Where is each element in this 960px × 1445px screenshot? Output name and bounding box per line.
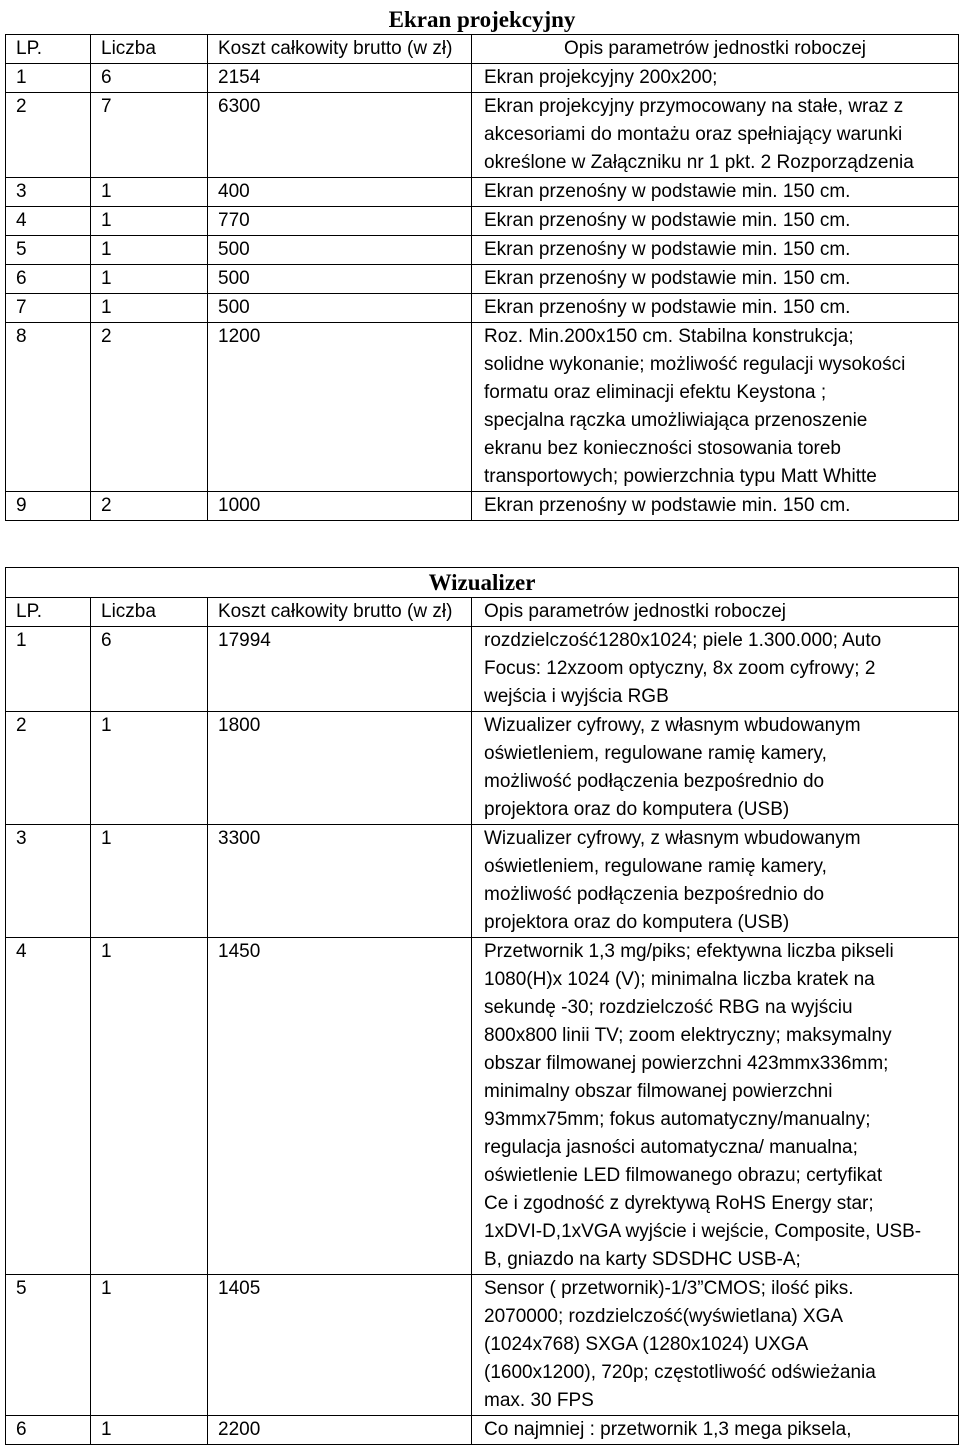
opis-line: specjalna rączka umożliwiająca przenoszenie <box>484 410 868 431</box>
ekran-table <box>5 5 959 521</box>
koszt-cell: 400 <box>208 178 472 207</box>
lp-header: LP. <box>6 598 91 627</box>
opis-header: Opis parametrów jednostki roboczej <box>472 35 959 64</box>
opis-line: projektora oraz do komputera (USB) <box>484 799 790 820</box>
opis-line: możliwość podłączenia bezpośrednio do <box>484 884 825 905</box>
koszt-cell: 2200 <box>208 1416 472 1445</box>
opis-line: max. 30 FPS <box>484 1390 594 1411</box>
table-row <box>6 712 959 825</box>
wizualizer-section <box>5 567 958 1445</box>
opis-line: możliwość podłączenia bezpośrednio do <box>484 771 825 792</box>
lp-cell: 2 <box>6 93 91 178</box>
liczba-cell: 2 <box>91 492 208 521</box>
opis-cell <box>472 178 959 207</box>
opis-line: 2070000; rozdzielczość(wyświetlana) XGA <box>484 1306 844 1327</box>
table-row <box>6 627 959 712</box>
table-row <box>6 825 959 938</box>
koszt-cell: 500 <box>208 294 472 323</box>
opis-cell <box>472 712 959 825</box>
opis-line: Ekran przenośny w podstawie min. 150 cm. <box>484 268 851 289</box>
lp-cell: 5 <box>6 236 91 265</box>
table-row <box>6 207 959 236</box>
lp-cell: 8 <box>6 323 91 492</box>
opis-cell <box>472 825 959 938</box>
opis-line: ekranu bez konieczności stosowania toreb <box>484 438 841 459</box>
opis-line: Ekran projekcyjny przymocowany na stałe, wraz z <box>484 96 904 117</box>
ekran-section <box>5 5 958 521</box>
lp-cell: 4 <box>6 938 91 1275</box>
koszt-cell: 500 <box>208 265 472 294</box>
opis-line: 1xDVI-D,1xVGA wyjście i wejście, Composite, USB- <box>484 1221 922 1242</box>
opis-line: Ekran przenośny w podstawie min. 150 cm. <box>484 210 851 231</box>
lp-cell: 9 <box>6 492 91 521</box>
lp-cell: 3 <box>6 178 91 207</box>
opis-cell <box>472 492 959 521</box>
opis-line: B, gniazdo na karty SDSDHC USB-A; <box>484 1249 801 1270</box>
liczba-cell: 7 <box>91 93 208 178</box>
opis-line: Roz. Min.200x150 cm. Stabilna konstrukcja; <box>484 326 854 347</box>
opis-cell <box>472 1416 959 1445</box>
opis-line: solidne wykonanie; możliwość regulacji wysokości <box>484 354 906 375</box>
opis-cell <box>472 93 959 178</box>
koszt-cell: 1405 <box>208 1275 472 1416</box>
opis-line: Ce i zgodność z dyrektywą RoHS Energy star; <box>484 1193 874 1214</box>
opis-line: 800x800 linii TV; zoom elektryczny; maksymalny <box>484 1025 892 1046</box>
opis-line: 93mmx75mm; fokus automatyczny/manualny; <box>484 1109 871 1130</box>
opis-line: Wizualizer cyfrowy, z własnym wbudowanym <box>484 828 861 849</box>
wizualizer-body <box>6 598 959 1445</box>
opis-line: regulacja jasności automatyczna/ manualna; <box>484 1137 858 1158</box>
koszt-cell: 17994 <box>208 627 472 712</box>
opis-line: Wizualizer cyfrowy, z własnym wbudowanym <box>484 715 861 736</box>
liczba-cell: 1 <box>91 236 208 265</box>
ekran-title: Ekran projekcyjny <box>388 7 576 32</box>
opis-line: akcesoriami do montażu oraz spełniający warunki <box>484 124 903 145</box>
lp-cell: 6 <box>6 265 91 294</box>
liczba-cell: 1 <box>91 1416 208 1445</box>
opis-line: Focus: 12xzoom optyczny, 8x zoom cyfrowy; 2 <box>484 658 876 679</box>
lp-cell: 7 <box>6 294 91 323</box>
liczba-cell: 6 <box>91 627 208 712</box>
liczba-cell: 6 <box>91 64 208 93</box>
opis-line: Ekran przenośny w podstawie min. 150 cm. <box>484 239 851 260</box>
opis-cell <box>472 1275 959 1416</box>
opis-cell <box>472 64 959 93</box>
opis-cell <box>472 323 959 492</box>
opis-line: oświetleniem, regulowane ramię kamery, <box>484 743 827 764</box>
lp-cell: 2 <box>6 712 91 825</box>
opis-line: Co najmniej : przetwornik 1,3 mega piksela, <box>484 1419 852 1440</box>
lp-cell: 3 <box>6 825 91 938</box>
opis-line: (1600x1200), 720p; częstotliwość odświeżania <box>484 1362 876 1383</box>
opis-cell <box>472 627 959 712</box>
opis-line: transportowych; powierzchnia typu Matt Whitte <box>484 466 877 487</box>
lp-cell: 5 <box>6 1275 91 1416</box>
opis-line: Ekran przenośny w podstawie min. 150 cm. <box>484 297 851 318</box>
table-row <box>6 236 959 265</box>
table-row <box>6 323 959 492</box>
table-row <box>6 1416 959 1445</box>
liczba-header: Liczba <box>91 35 208 64</box>
koszt-cell: 770 <box>208 207 472 236</box>
opis-cell <box>472 207 959 236</box>
koszt-cell: 3300 <box>208 825 472 938</box>
table-row <box>6 178 959 207</box>
liczba-cell: 1 <box>91 1275 208 1416</box>
koszt-header: Koszt całkowity brutto (w zł) <box>208 598 472 627</box>
opis-line: Ekran przenośny w podstawie min. 150 cm. <box>484 495 851 516</box>
opis-cell <box>472 294 959 323</box>
opis-line: oświetleniem, regulowane ramię kamery, <box>484 856 827 877</box>
opis-line: sekundę -30; rozdzielczość RBG na wyjściu <box>484 997 853 1018</box>
opis-line: minimalny obszar filmowanej powierzchni <box>484 1081 833 1102</box>
opis-line: projektora oraz do komputera (USB) <box>484 912 790 933</box>
opis-line: wejścia i wyjścia RGB <box>484 686 669 707</box>
wizualizer-title: Wizualizer <box>6 568 959 598</box>
opis-line: Ekran projekcyjny 200x200; <box>484 67 718 88</box>
liczba-cell: 1 <box>91 825 208 938</box>
table-row <box>6 938 959 1275</box>
lp-cell: 4 <box>6 207 91 236</box>
koszt-cell: 2154 <box>208 64 472 93</box>
opis-line: 1080(H)x 1024 (V); minimalna liczba kratek na <box>484 969 875 990</box>
liczba-cell: 1 <box>91 294 208 323</box>
liczba-cell: 1 <box>91 178 208 207</box>
liczba-header: Liczba <box>91 598 208 627</box>
koszt-cell: 1450 <box>208 938 472 1275</box>
liczba-cell: 1 <box>91 265 208 294</box>
lp-cell: 1 <box>6 64 91 93</box>
lp-cell: 6 <box>6 1416 91 1445</box>
liczba-cell: 1 <box>91 712 208 825</box>
opis-line: Ekran przenośny w podstawie min. 150 cm. <box>484 181 851 202</box>
ekran-header-row <box>6 35 959 64</box>
liczba-cell: 2 <box>91 323 208 492</box>
table-row <box>6 492 959 521</box>
opis-line: Przetwornik 1,3 mg/piks; efektywna liczba pikseli <box>484 941 894 962</box>
ekran-title-row <box>6 5 959 35</box>
opis-line: formatu oraz eliminacji efektu Keystona ; <box>484 382 827 403</box>
koszt-cell: 1000 <box>208 492 472 521</box>
liczba-cell: 1 <box>91 938 208 1275</box>
liczba-cell: 1 <box>91 207 208 236</box>
wizualizer-table <box>5 567 959 1445</box>
lp-header: LP. <box>6 35 91 64</box>
table-row <box>6 93 959 178</box>
ekran-body <box>6 35 959 521</box>
opis-line: oświetlenie LED filmowanego obrazu; certyfikat <box>484 1165 883 1186</box>
opis-header: Opis parametrów jednostki roboczej <box>472 598 959 627</box>
opis-line: (1024x768) SXGA (1280x1024) UXGA <box>484 1334 809 1355</box>
koszt-cell: 6300 <box>208 93 472 178</box>
koszt-header: Koszt całkowity brutto (w zł) <box>208 35 472 64</box>
table-row <box>6 64 959 93</box>
opis-cell <box>472 236 959 265</box>
opis-line: rozdzielczość1280x1024; piele 1.300.000; Auto <box>484 630 882 651</box>
opis-cell <box>472 265 959 294</box>
opis-cell <box>472 938 959 1275</box>
wizualizer-header-row <box>6 598 959 627</box>
table-row <box>6 265 959 294</box>
opis-line: obszar filmowanej powierzchni 423mmx336mm; <box>484 1053 889 1074</box>
wizualizer-title-row <box>6 568 959 598</box>
table-row <box>6 294 959 323</box>
koszt-cell: 1200 <box>208 323 472 492</box>
koszt-cell: 1800 <box>208 712 472 825</box>
table-row <box>6 1275 959 1416</box>
opis-line: Sensor ( przetwornik)-1/3”CMOS; ilość piks. <box>484 1278 854 1299</box>
opis-line: określone w Załączniku nr 1 pkt. 2 Rozporządzenia <box>484 152 914 173</box>
lp-cell: 1 <box>6 627 91 712</box>
koszt-cell: 500 <box>208 236 472 265</box>
